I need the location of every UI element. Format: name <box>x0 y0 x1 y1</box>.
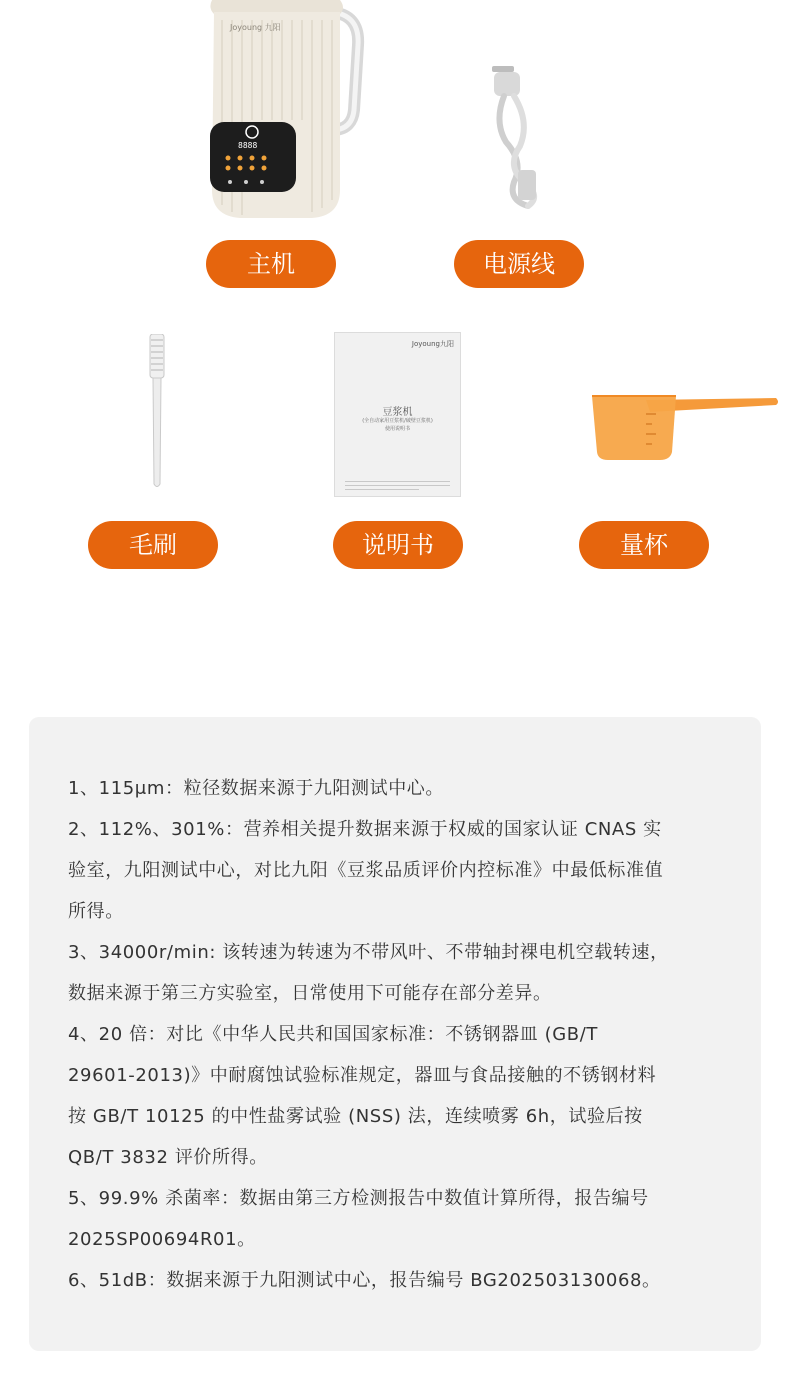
note-line: 3、34000r/min: 该转速为转速为不带风叶、不带轴封裸电机空载转速， <box>68 942 669 963</box>
label-brush <box>88 521 218 569</box>
note-line: 数据来源于第三方实验室，日常使用下可能存在部分差异。 <box>68 983 552 1004</box>
manual-title: 豆浆机 <box>382 407 413 418</box>
note-line: 按 GB/T 10125 的中性盐雾试验 (NSS) 法，连续喷雾 6h，试验后按 <box>68 1106 643 1127</box>
note-line: 所得。 <box>68 901 124 922</box>
label-main-unit <box>206 240 336 288</box>
note-line: 4、20 倍：对比《中华人民共和国国家标准：不锈钢器皿 (GB/T <box>68 1024 598 1045</box>
manual-image <box>334 332 461 497</box>
label-power-cord-text: 电源线 <box>483 250 555 278</box>
manual-subtitle2: 使用说明书 <box>384 426 410 432</box>
note-line: 2、112%、301%：营养相关提升数据来源于权威的国家认证 CNAS 实 <box>68 819 662 840</box>
main-unit-image <box>200 0 370 225</box>
label-power-cord <box>454 240 584 288</box>
footnotes-panel <box>29 717 761 1351</box>
manual-subtitle: (全自动家用豆浆机/破壁豆浆机) <box>362 418 433 424</box>
note-line: 2025SP00694R01。 <box>68 1229 256 1250</box>
display-readout: 8888 <box>238 141 258 150</box>
note-line: 1、115μm：粒径数据来源于九阳测试中心。 <box>68 778 444 799</box>
label-brush-text: 毛刷 <box>129 531 177 559</box>
note-line: 验室，九阳测试中心，对比九阳《豆浆品质评价内控标准》中最低标准值 <box>68 860 664 881</box>
note-line: QB/T 3832 评价所得。 <box>68 1147 268 1168</box>
power-cord-image <box>484 62 554 214</box>
brush-image <box>146 334 168 489</box>
label-manual-text: 说明书 <box>362 531 434 559</box>
note-line: 29601-2013)》中耐腐蚀试验标准规定，器皿与食品接触的不锈钢材料 <box>68 1065 657 1086</box>
label-measuring-cup <box>579 521 709 569</box>
note-line: 5、99.9% 杀菌率：数据由第三方检测报告中数值计算所得，报告编号 <box>68 1188 649 1209</box>
label-manual <box>333 521 463 569</box>
brand-text: Joyoung 九阳 <box>230 23 281 32</box>
note-line: 6、51dB：数据来源于九阳测试中心，报告编号 BG202503130068。 <box>68 1270 661 1291</box>
label-measuring-cup-text: 量杯 <box>620 531 668 559</box>
label-main-unit-text: 主机 <box>247 250 295 278</box>
measuring-cup-image <box>590 392 780 462</box>
manual-brand: Joyoung九阳 <box>411 340 454 348</box>
manual-fine-print <box>345 481 450 490</box>
